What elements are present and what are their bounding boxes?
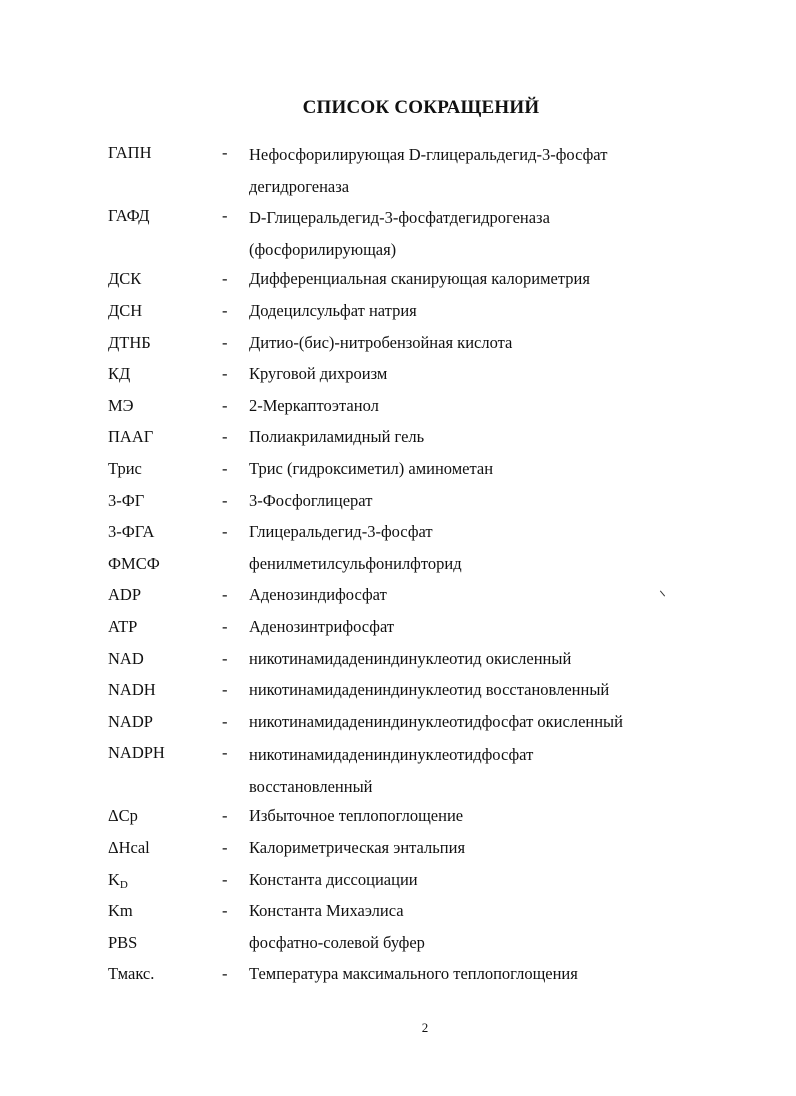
abbreviation: ΔHcal bbox=[108, 838, 150, 858]
list-item bbox=[0, 802, 796, 834]
abbreviation-main: K bbox=[108, 869, 120, 889]
abbreviation: ДСК bbox=[108, 269, 142, 289]
separator-dash: - bbox=[222, 680, 228, 700]
list-item bbox=[0, 423, 796, 455]
abbreviation: МЭ bbox=[108, 395, 134, 415]
list-item bbox=[0, 139, 796, 202]
separator-dash: - bbox=[222, 490, 228, 510]
page-title: СПИСОК СОКРАЩЕНИЙ bbox=[302, 97, 540, 118]
definition: D-Глицеральдегид-3-фосфатдегидрогеназа (фосфорилирующая) bbox=[249, 208, 550, 259]
abbreviation: 3-ФГА bbox=[108, 522, 155, 542]
separator-dash: - bbox=[222, 458, 228, 478]
abbreviation: ΔCp bbox=[108, 806, 138, 826]
list-item bbox=[0, 518, 796, 550]
definition: Полиакриламидный гель bbox=[249, 427, 425, 447]
abbreviation bbox=[108, 870, 128, 891]
definition: Константа Михаэлиса bbox=[249, 901, 404, 921]
abbreviation: PBS bbox=[108, 932, 138, 952]
list-item bbox=[0, 265, 796, 297]
list-item bbox=[0, 202, 796, 265]
list-item bbox=[0, 897, 796, 929]
list-item bbox=[0, 834, 796, 866]
definition: Аденозинтрифосфат bbox=[249, 616, 395, 636]
separator-dash: - bbox=[222, 964, 228, 984]
separator-dash: - bbox=[222, 901, 228, 921]
list-item bbox=[0, 392, 796, 424]
list-item bbox=[0, 676, 796, 708]
abbreviation: Трис bbox=[108, 458, 142, 478]
list-item bbox=[0, 866, 796, 898]
definition: Нефосфорилирующая D-глицеральдегид-3-фосфат дегидрогеназа bbox=[249, 145, 608, 196]
separator-dash: - bbox=[222, 711, 228, 731]
separator-dash: - bbox=[222, 585, 228, 605]
separator-dash: - bbox=[222, 143, 228, 162]
page-number: 2 bbox=[421, 1020, 429, 1035]
definition: фосфатно-солевой буфер bbox=[249, 932, 425, 952]
definition: Глицеральдегид-3-фосфат bbox=[249, 522, 433, 542]
list-item bbox=[0, 708, 796, 740]
separator-dash: - bbox=[222, 300, 228, 320]
list-item bbox=[0, 929, 796, 961]
list-item bbox=[0, 645, 796, 677]
list-item bbox=[0, 360, 796, 392]
abbreviation: КД bbox=[108, 364, 131, 384]
list-item bbox=[0, 613, 796, 645]
separator-dash: - bbox=[222, 743, 228, 763]
separator-dash: - bbox=[222, 869, 228, 889]
abbreviation: ФМСФ bbox=[108, 553, 160, 573]
abbreviation: 3-ФГ bbox=[108, 490, 145, 510]
definition: Дифференциальная сканирующая калориметрия bbox=[249, 269, 590, 289]
definition: Калориметрическая энтальпия bbox=[249, 838, 466, 858]
definition: никотинамидадениндинуклеотидфосфат окисленный bbox=[249, 711, 623, 731]
abbreviation: ГАПН bbox=[108, 143, 152, 162]
definition: Трис (гидроксиметил) аминометан bbox=[249, 458, 494, 478]
separator-dash: - bbox=[222, 364, 228, 384]
abbreviation: ГАФД bbox=[108, 206, 150, 226]
separator-dash: - bbox=[222, 838, 228, 858]
definition: никотинамидадениндинуклеотидфосфат восстановленный bbox=[249, 745, 534, 796]
separator-dash: - bbox=[222, 332, 228, 352]
list-item bbox=[0, 329, 796, 361]
separator-dash: - bbox=[222, 206, 228, 226]
list-item bbox=[0, 455, 796, 487]
definition: Додецилсульфат натрия bbox=[249, 300, 417, 320]
definition: Круговой дихроизм bbox=[249, 364, 388, 384]
separator-dash: - bbox=[222, 806, 228, 826]
separator-dash: - bbox=[222, 427, 228, 447]
abbreviation-subscript: D bbox=[119, 878, 128, 891]
abbreviation: ПААГ bbox=[108, 427, 154, 447]
abbreviation: NADP bbox=[108, 711, 153, 731]
definition: никотинамидадениндинуклеотид восстановленный bbox=[249, 680, 610, 700]
abbreviation: ADP bbox=[108, 585, 142, 605]
abbreviation: NADH bbox=[108, 680, 156, 700]
separator-dash: - bbox=[222, 269, 228, 289]
abbreviation-list bbox=[0, 139, 796, 992]
definition: Температура максимального теплопоглощения bbox=[249, 964, 578, 984]
abbreviation: Тмакс. bbox=[108, 964, 155, 984]
abbreviation: NADPH bbox=[108, 743, 165, 763]
definition: 3-Фосфоглицерат bbox=[249, 490, 373, 510]
separator-dash: - bbox=[222, 395, 228, 415]
definition: Избыточное теплопоглощение bbox=[249, 806, 464, 826]
definition: Константа диссоциации bbox=[249, 869, 418, 889]
abbreviation: ДСН bbox=[108, 300, 143, 320]
list-item bbox=[0, 297, 796, 329]
separator-dash: - bbox=[222, 616, 228, 636]
list-item bbox=[0, 550, 796, 582]
list-item bbox=[0, 487, 796, 519]
definition: Дитио-(бис)-нитробензойная кислота bbox=[249, 332, 513, 352]
list-item bbox=[0, 581, 796, 613]
definition: фенилметилсульфонилфторид bbox=[249, 553, 462, 573]
definition: Аденозиндифосфат bbox=[249, 585, 387, 605]
definition: никотинамидадениндинуклеотид окисленный bbox=[249, 648, 572, 668]
separator-dash: - bbox=[222, 522, 228, 542]
abbreviation: ДТНБ bbox=[108, 332, 151, 352]
abbreviation: NAD bbox=[108, 648, 144, 668]
list-item bbox=[0, 739, 796, 802]
abbreviation: ATP bbox=[108, 616, 138, 636]
separator-dash: - bbox=[222, 648, 228, 668]
list-item bbox=[0, 960, 796, 992]
abbreviation: Km bbox=[108, 901, 133, 921]
definition: 2-Меркаптоэтанол bbox=[249, 395, 379, 415]
